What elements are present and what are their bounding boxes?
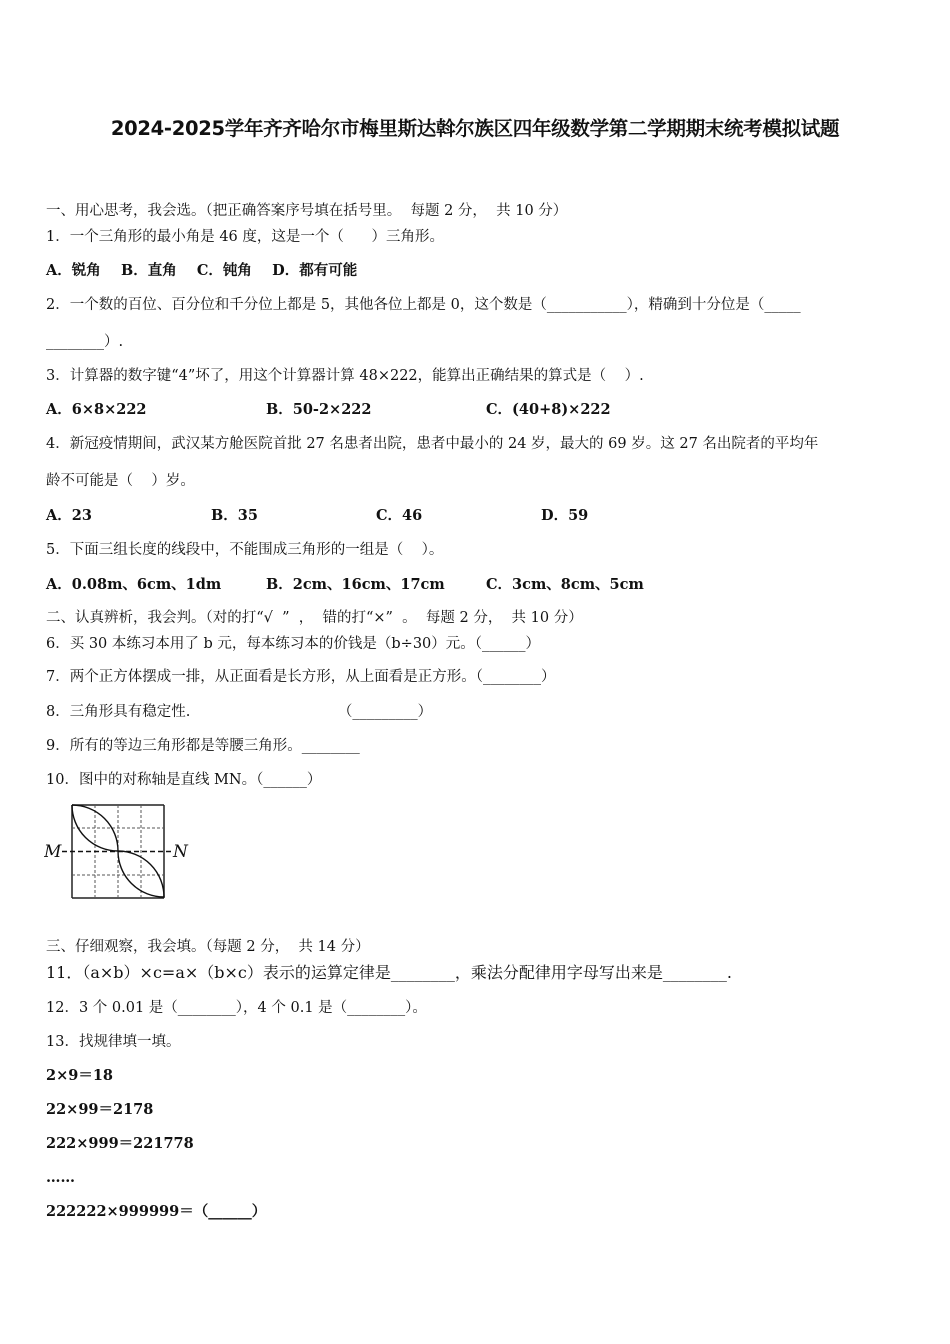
- question-13: 13．找规律填一填。: [46, 1034, 181, 1050]
- pattern-ellipsis: ……: [46, 1169, 75, 1186]
- question-4-option-a: A．23: [46, 507, 92, 524]
- question-12: 12．3 个 0.01 是（________），4 个 0.1 是（________）。: [46, 1000, 427, 1016]
- section-3-header: 三、仔细观察，我会填。（每题 2 分， 共 14 分）: [46, 939, 370, 955]
- question-1: 1．一个三角形的最小角是 46 度，这是一个（ ）三角形。: [46, 229, 445, 245]
- pattern-line-answer: 222222×999999＝（______）: [46, 1203, 267, 1220]
- question-5-option-c: C．3cm、8cm、5cm: [486, 576, 644, 593]
- question-3-option-c: C．(40+8)×222: [486, 401, 611, 418]
- symmetry-figure: [44, 800, 194, 902]
- question-11: 11．（a×b）×c=a×（b×c）表示的运算定律是________，乘法分配律用字母写出来是________.: [46, 963, 732, 982]
- page-title: 2024-2025学年齐齐哈尔市梅里斯达斡尔族区四年级数学第二学期期末统考模拟试题: [110, 117, 840, 140]
- pattern-line-2: 22×99＝2178: [46, 1101, 154, 1118]
- label-m: M: [44, 842, 62, 862]
- question-3: 3．计算器的数字键“4”坏了，用这个计算器计算 48×222，能算出正确结果的算式是（ ）.: [46, 368, 644, 384]
- question-3-option-b: B．50-2×222: [266, 401, 372, 418]
- label-n: N: [173, 842, 188, 862]
- question-2-line-1: 2．一个数的百位、百分位和千分位上都是 5，其他各位上都是 0，这个数是（___________），精确到十分位是（_____: [46, 297, 801, 313]
- question-1-options: A．锐角 B．直角 C．钝角 D．都有可能: [46, 262, 358, 279]
- question-4-option-b: B．35: [211, 507, 258, 524]
- question-4-option-c: C．46: [376, 507, 423, 524]
- question-4-line-1: 4．新冠疫情期间，武汉某方舱医院首批 27 名患者出院，患者中最小的 24 岁，最大的 69 岁。这 27 名出院者的平均年: [46, 436, 819, 452]
- question-7: 7．两个正方体摆成一排，从正面看是长方形，从上面看是正方形。（________）: [46, 669, 556, 685]
- section-1-header: 一、用心思考，我会选。（把正确答案序号填在括号里。 每题 2 分， 共 10 分）: [46, 203, 568, 219]
- question-2-line-2: ________）.: [46, 334, 124, 350]
- pattern-line-3: 222×999＝221778: [46, 1135, 194, 1152]
- question-5: 5．下面三组长度的线段中，不能围成三角形的一组是（ ）。: [46, 542, 444, 558]
- question-4-line-2: 龄不可能是（ ）岁。: [46, 473, 195, 489]
- question-8: 8．三角形具有稳定性. （_________）: [46, 704, 433, 720]
- section-2-header: 二、认真辨析，我会判。（对的打“√ ” ， 错的打“×” 。 每题 2 分， 共 10 分）: [46, 610, 583, 626]
- pattern-line-1: 2×9＝18: [46, 1067, 114, 1084]
- question-6: 6．买 30 本练习本用了 b 元，每本练习本的价钱是（b÷30）元。（______）: [46, 636, 541, 652]
- question-5-option-b: B．2cm、16cm、17cm: [266, 576, 445, 593]
- question-4-option-d: D．59: [541, 507, 589, 524]
- question-9: 9．所有的等边三角形都是等腰三角形。________: [46, 738, 360, 754]
- question-10: 10．图中的对称轴是直线 MN。（______）: [46, 772, 322, 788]
- question-5-option-a: A．0.08m、6cm、1dm: [46, 576, 222, 593]
- question-3-option-a: A．6×8×222: [46, 401, 147, 418]
